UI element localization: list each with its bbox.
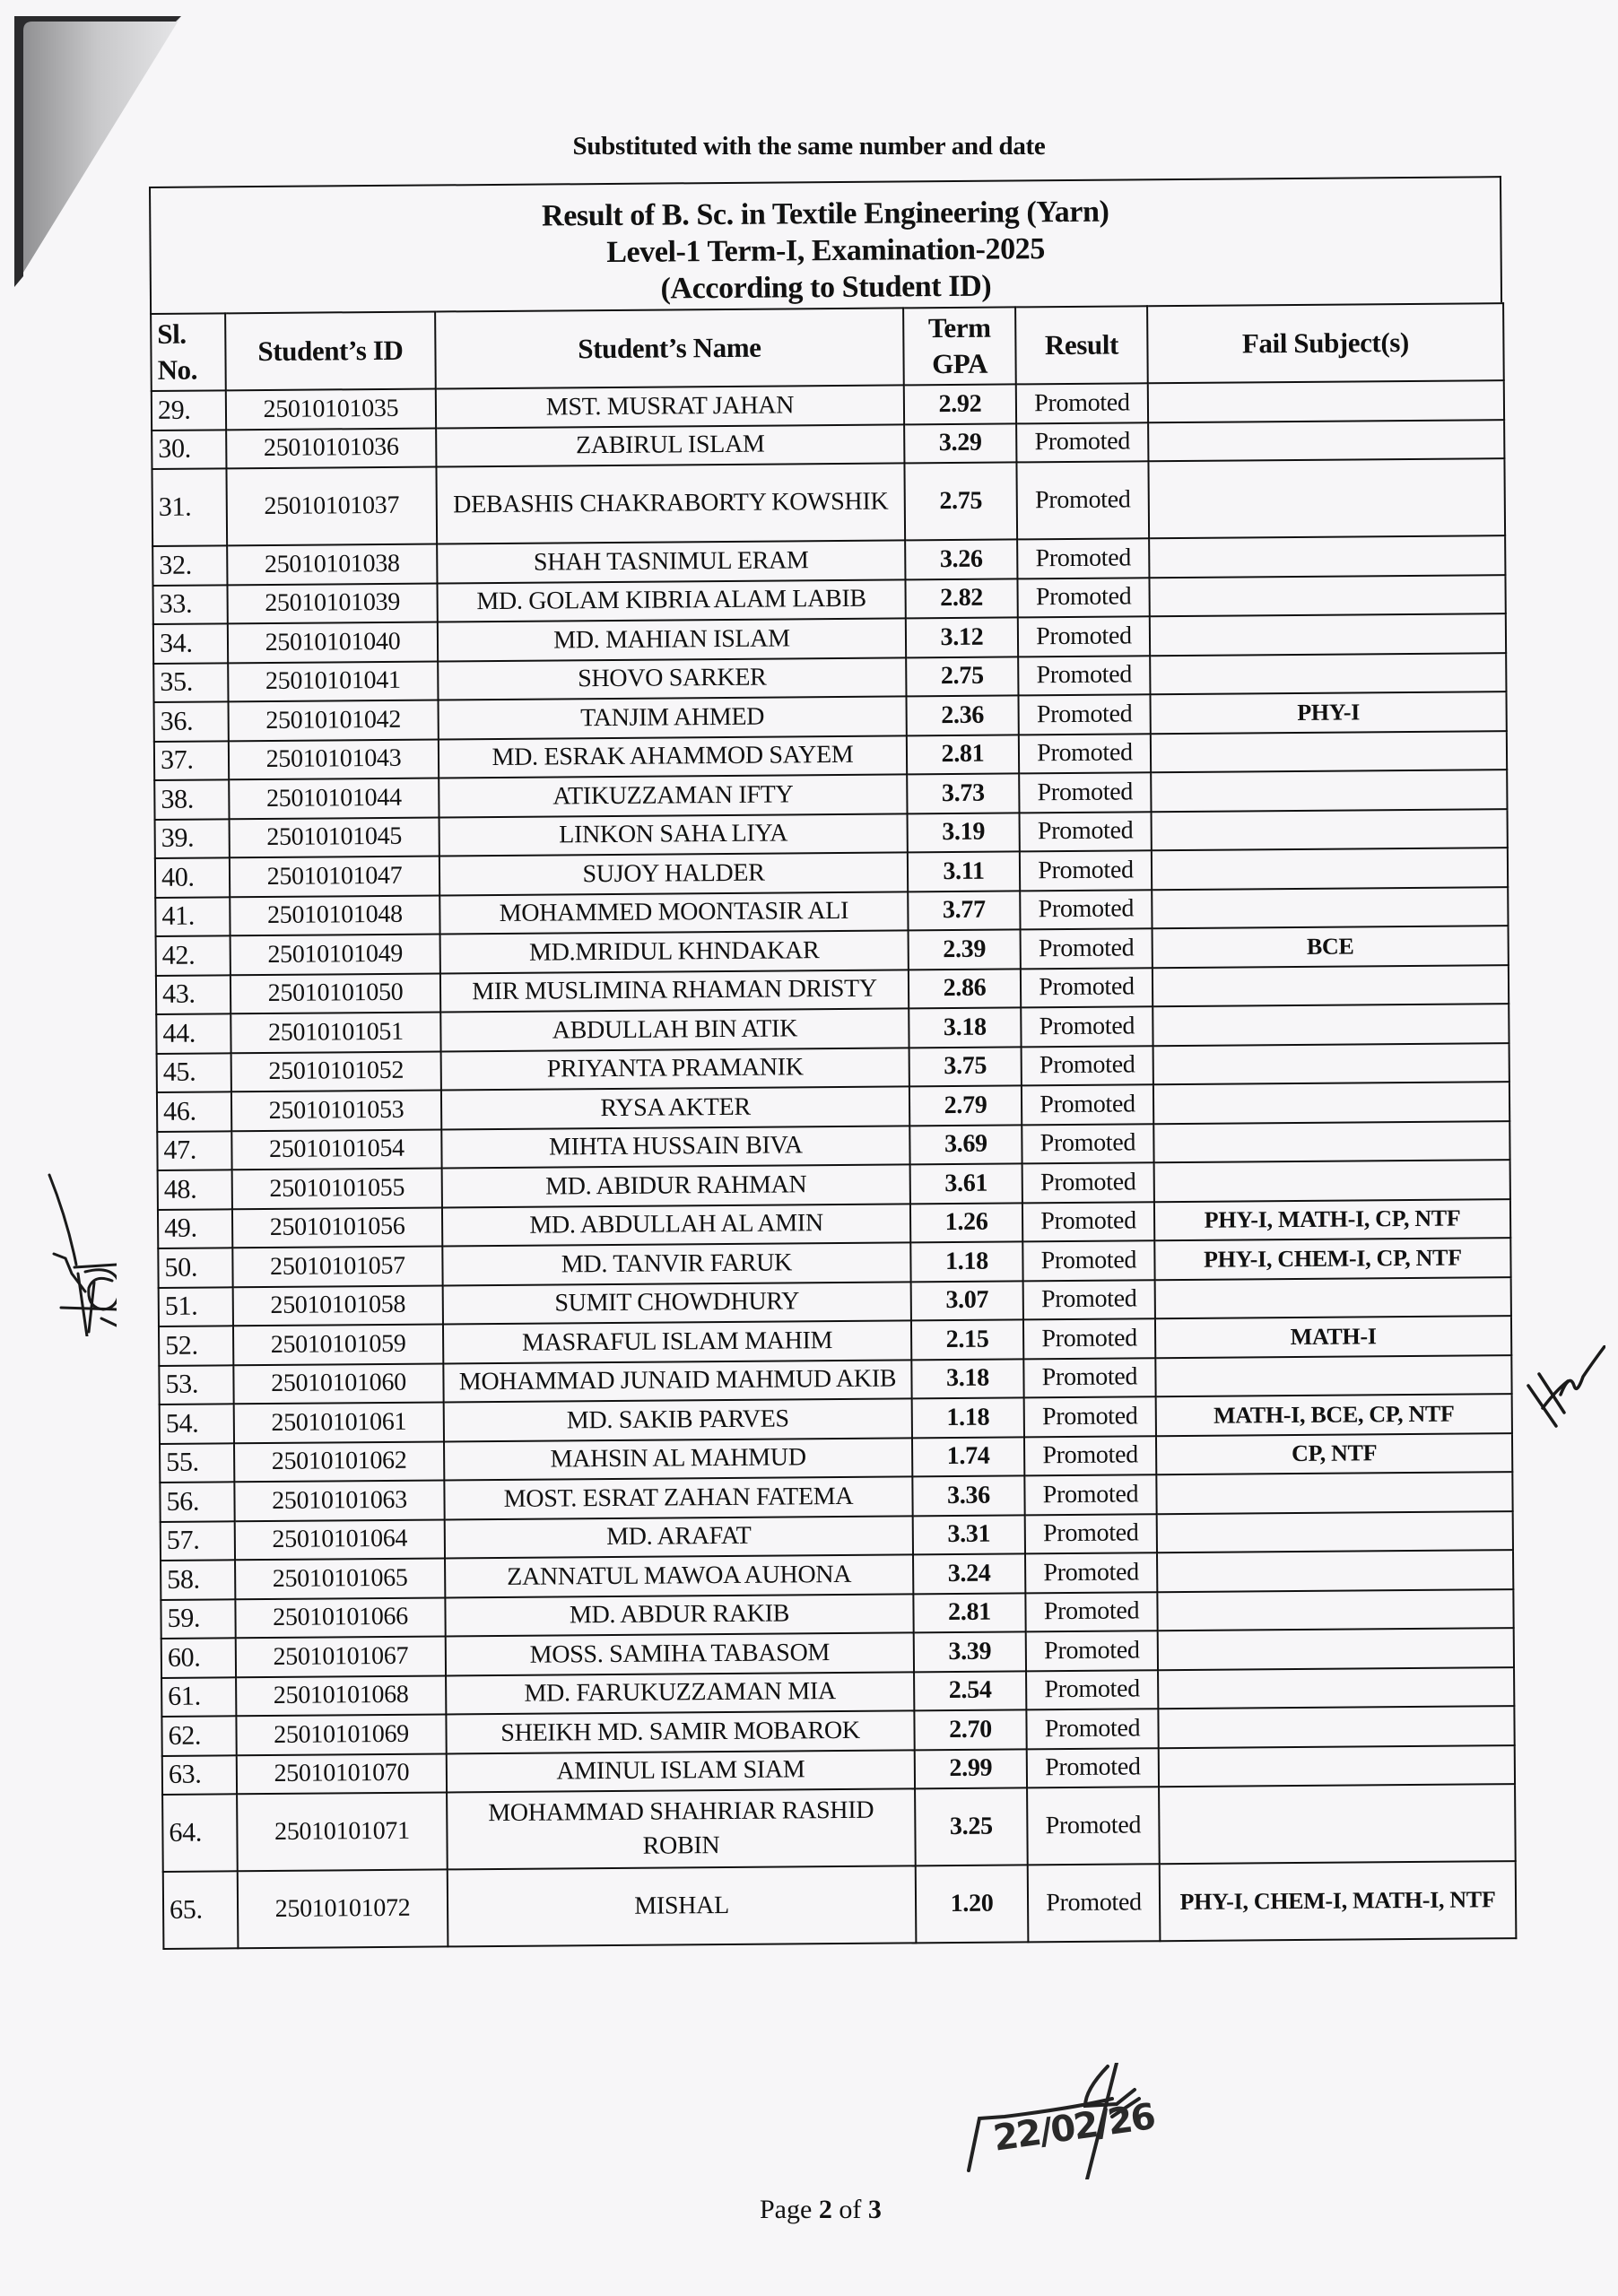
cell-fail-subjects <box>1148 458 1505 538</box>
cell-student-name: MASRAFUL ISLAM MAHIM <box>443 1320 911 1363</box>
cell-fail-subjects: PHY-I <box>1150 691 1506 734</box>
cell-serial-no: 63. <box>162 1755 237 1795</box>
cell-fail-subjects <box>1153 1121 1509 1163</box>
cell-student-name: LINKON SAHA LIYA <box>439 813 908 857</box>
cell-term-gpa: 1.18 <box>910 1241 1022 1281</box>
cell-student-id: 25010101059 <box>233 1324 443 1364</box>
results-table-body <box>152 380 1517 1949</box>
cell-result: Promoted <box>1027 1748 1159 1788</box>
cell-student-name: ATIKUZZAMAN IFTY <box>439 774 907 817</box>
cell-student-id: 25010101071 <box>237 1792 448 1871</box>
cell-student-name: MOHAMMED MOONTASIR ALI <box>439 891 908 935</box>
cell-student-name: MD. FARUKUZZAMAN MIA <box>446 1672 914 1715</box>
cell-student-name: RYSA AKTER <box>441 1086 909 1129</box>
cell-student-name: MOSS. SAMIHA TABASOM <box>446 1632 914 1675</box>
cell-term-gpa: 3.61 <box>910 1163 1022 1203</box>
cell-serial-no: 54. <box>160 1404 234 1443</box>
cell-serial-no: 30. <box>152 430 226 469</box>
cell-serial-no: 36. <box>154 701 229 741</box>
cell-term-gpa: 3.29 <box>904 423 1016 463</box>
cell-result: Promoted <box>1024 1396 1156 1437</box>
cell-student-id: 25010101041 <box>228 661 438 701</box>
cell-student-id: 25010101051 <box>231 1012 440 1052</box>
cell-student-name: MD.MRIDUL KHNDAKAR <box>440 930 909 973</box>
cell-student-id: 25010101052 <box>231 1051 441 1091</box>
cell-result: Promoted <box>1026 1670 1158 1710</box>
cell-serial-no: 42. <box>156 935 231 975</box>
cell-serial-no: 59. <box>161 1599 235 1639</box>
cell-student-id: 25010101069 <box>236 1714 446 1754</box>
cell-serial-no: 38. <box>154 779 229 819</box>
cell-term-gpa: 1.26 <box>910 1203 1022 1242</box>
cell-fail-subjects <box>1155 1355 1511 1397</box>
cell-term-gpa: 3.07 <box>911 1281 1023 1320</box>
cell-serial-no: 57. <box>161 1521 235 1561</box>
cell-student-name: MD. ABIDUR RAHMAN <box>442 1164 910 1207</box>
cell-result: Promoted <box>1023 1358 1155 1398</box>
cell-student-name: ZABIRUL ISLAM <box>436 424 904 467</box>
cell-fail-subjects <box>1153 1004 1509 1046</box>
cell-student-name: SUJOY HALDER <box>439 852 908 895</box>
cell-serial-no: 50. <box>158 1248 232 1287</box>
cell-serial-no: 53. <box>159 1365 233 1405</box>
cell-result: Promoted <box>1024 1436 1156 1476</box>
cell-result: Promoted <box>1023 1318 1155 1359</box>
cell-fail-subjects: MATH-I, BCE, CP, NTF <box>1156 1394 1512 1436</box>
cell-fail-subjects <box>1151 770 1507 812</box>
cell-result: Promoted <box>1016 383 1148 423</box>
cell-student-name: SUMIT CHOWDHURY <box>443 1282 911 1325</box>
cell-student-name: MD. ABDUR RAKIB <box>445 1594 913 1637</box>
cell-student-name: SHEIKH MD. SAMIR MOBAROK <box>446 1710 914 1753</box>
cell-term-gpa: 2.36 <box>906 695 1018 735</box>
cell-fail-subjects: PHY-I, CHEM-I, CP, NTF <box>1154 1238 1510 1280</box>
cell-student-id: 25010101042 <box>229 700 439 740</box>
cell-result: Promoted <box>1018 616 1150 657</box>
column-header-sl-line1: Sl. <box>157 317 187 350</box>
cell-student-name: MIR MUSLIMINA RHAMAN DRISTY <box>440 970 909 1013</box>
cell-serial-no: 44. <box>156 1013 231 1053</box>
left-margin-signature <box>31 1166 117 1336</box>
cell-student-name: MST. MUSRAT JAHAN <box>436 385 904 428</box>
cell-serial-no: 60. <box>161 1638 236 1677</box>
cell-serial-no: 32. <box>152 545 227 585</box>
cell-result: Promoted <box>1025 1552 1157 1593</box>
cell-term-gpa: 2.15 <box>911 1319 1023 1359</box>
column-header-gpa-line1: Term <box>927 311 991 344</box>
table-row <box>152 458 1505 546</box>
cell-student-id: 25010101058 <box>233 1285 443 1326</box>
cell-result: Promoted <box>1022 1162 1154 1203</box>
cell-student-id: 25010101036 <box>226 428 436 468</box>
cell-result: Promoted <box>1016 461 1149 539</box>
cell-serial-no: 29. <box>152 390 226 430</box>
cell-fail-subjects: CP, NTF <box>1156 1433 1512 1475</box>
cell-fail-subjects <box>1159 1745 1515 1787</box>
substitution-notice: Substituted with the same number and date <box>572 132 1046 161</box>
cell-student-name: MD. MAHIAN ISLAM <box>438 618 906 661</box>
cell-term-gpa: 3.18 <box>909 1007 1021 1047</box>
cell-student-id: 25010101067 <box>236 1636 446 1676</box>
cell-term-gpa: 2.82 <box>905 578 1017 618</box>
title-program: Result of B. Sc. in Textile Engineering (Yarn) <box>541 195 1109 233</box>
cell-term-gpa: 1.20 <box>916 1865 1029 1943</box>
cell-fail-subjects <box>1148 380 1504 422</box>
table-header-row <box>151 303 1504 391</box>
table-row <box>162 1784 1516 1872</box>
cell-student-id: 25010101048 <box>230 895 439 935</box>
cell-result: Promoted <box>1021 968 1153 1008</box>
cell-student-id: 25010101057 <box>232 1246 442 1286</box>
cell-result: Promoted <box>1027 1787 1160 1865</box>
cell-result: Promoted <box>1022 1084 1153 1125</box>
page-of: of <box>839 2195 862 2224</box>
cell-result: Promoted <box>1018 656 1150 696</box>
cell-serial-no: 47. <box>157 1131 231 1170</box>
cell-student-name: MISHAL <box>448 1866 917 1946</box>
cell-fail-subjects <box>1158 1706 1514 1748</box>
cell-student-id: 25010101056 <box>232 1207 442 1248</box>
column-header-student-name: Student’s Name <box>435 308 904 388</box>
cell-fail-subjects: MATH-I <box>1155 1316 1511 1358</box>
cell-serial-no: 65. <box>163 1871 239 1949</box>
cell-student-id: 25010101040 <box>228 622 438 662</box>
cell-fail-subjects <box>1152 887 1508 929</box>
column-header-fail-subjects: Fail Subject(s) <box>1147 303 1504 383</box>
title-exam: Level-1 Term-I, Examination-2025 <box>606 232 1046 269</box>
cell-student-name: PRIYANTA PRAMANIK <box>441 1048 909 1091</box>
cell-fail-subjects <box>1149 575 1505 617</box>
cell-result: Promoted <box>1025 1514 1157 1554</box>
cell-result: Promoted <box>1022 1124 1153 1164</box>
cell-student-name: MD. ARAFAT <box>445 1516 913 1559</box>
column-header-sl <box>151 313 226 391</box>
cell-fail-subjects <box>1154 1160 1510 1202</box>
cell-term-gpa: 3.31 <box>913 1515 1025 1554</box>
cell-student-id: 25010101043 <box>229 739 439 779</box>
cell-student-id: 25010101055 <box>232 1168 442 1208</box>
cell-serial-no: 45. <box>157 1053 231 1092</box>
cell-fail-subjects <box>1152 848 1508 890</box>
right-margin-initials <box>1507 1345 1605 1435</box>
cell-fail-subjects <box>1159 1784 1516 1864</box>
cell-serial-no: 64. <box>162 1794 238 1872</box>
cell-student-name: MAHSIN AL MAHMUD <box>444 1438 912 1481</box>
title-ordering: (According to Student ID) <box>660 269 992 306</box>
cell-result: Promoted <box>1025 1592 1157 1632</box>
cell-student-id: 25010101044 <box>229 778 439 818</box>
cell-term-gpa: 3.25 <box>915 1787 1028 1866</box>
cell-result: Promoted <box>1019 772 1151 813</box>
cell-result: Promoted <box>1026 1631 1158 1671</box>
cell-serial-no: 31. <box>152 468 227 546</box>
page-prefix: Page <box>760 2195 813 2224</box>
cell-student-name: MOHAMMAD SHAHRIAR RASHID ROBIN <box>447 1788 916 1869</box>
column-header-sl-line2: No. <box>157 353 198 386</box>
cell-serial-no: 39. <box>155 819 230 858</box>
cell-serial-no: 34. <box>153 623 228 663</box>
cell-serial-no: 43. <box>156 975 231 1014</box>
cell-term-gpa: 3.39 <box>914 1631 1026 1671</box>
cell-student-id: 25010101037 <box>226 466 437 545</box>
cell-fail-subjects <box>1155 1277 1511 1319</box>
cell-term-gpa: 2.39 <box>909 929 1021 969</box>
cell-fail-subjects <box>1157 1511 1513 1553</box>
cell-student-name: MD. SAKIB PARVES <box>444 1398 912 1441</box>
cell-term-gpa: 2.99 <box>915 1749 1027 1788</box>
cell-term-gpa: 2.81 <box>907 735 1019 774</box>
cell-result: Promoted <box>1020 890 1152 930</box>
cell-student-id: 25010101045 <box>230 817 439 857</box>
cell-fail-subjects <box>1156 1472 1512 1514</box>
cell-student-name: MIHTA HUSSAIN BIVA <box>441 1126 909 1169</box>
cell-serial-no: 41. <box>155 897 230 936</box>
cell-serial-no: 40. <box>155 857 230 897</box>
cell-term-gpa: 2.92 <box>904 384 1016 423</box>
cell-fail-subjects <box>1150 613 1506 656</box>
cell-student-id: 25010101064 <box>235 1519 445 1560</box>
cell-serial-no: 46. <box>157 1091 231 1131</box>
cell-serial-no: 49. <box>158 1209 232 1248</box>
cell-student-name: MD. ABDULLAH AL AMIN <box>442 1204 910 1247</box>
cell-student-name: MOHAMMAD JUNAID MAHMUD AKIB <box>443 1360 911 1403</box>
cell-result: Promoted <box>1024 1474 1156 1515</box>
cell-student-id: 25010101061 <box>234 1402 444 1442</box>
cell-student-id: 25010101065 <box>235 1558 445 1598</box>
cell-student-name: TANJIM AHMED <box>439 696 907 739</box>
cell-serial-no: 48. <box>158 1170 232 1209</box>
cell-result: Promoted <box>1022 1046 1153 1086</box>
column-header-student-id: Student’s ID <box>225 311 436 390</box>
cell-student-id: 25010101063 <box>234 1480 444 1520</box>
cell-term-gpa: 2.79 <box>909 1085 1022 1125</box>
cell-student-id: 25010101053 <box>231 1090 441 1130</box>
cell-student-id: 25010101062 <box>234 1441 444 1482</box>
column-header-result: Result <box>1015 306 1148 384</box>
cell-term-gpa: 3.26 <box>905 539 1017 578</box>
cell-fail-subjects: PHY-I, MATH-I, CP, NTF <box>1154 1199 1510 1241</box>
cell-term-gpa: 3.18 <box>911 1359 1023 1398</box>
cell-serial-no: 62. <box>161 1716 236 1755</box>
cell-term-gpa: 3.75 <box>909 1047 1022 1086</box>
cell-fail-subjects <box>1150 653 1506 695</box>
cell-fail-subjects <box>1153 965 1509 1007</box>
cell-student-name: DEBASHIS CHAKRABORTY KOWSHIK <box>436 463 905 544</box>
cell-fail-subjects <box>1151 731 1507 773</box>
column-header-gpa-line2: GPA <box>931 347 988 380</box>
cell-result: Promoted <box>1028 1864 1161 1942</box>
result-sheet <box>149 176 1515 1950</box>
cell-fail-subjects <box>1158 1667 1514 1709</box>
cell-serial-no: 33. <box>152 585 227 624</box>
cell-student-id: 25010101039 <box>227 583 437 623</box>
cell-term-gpa: 2.75 <box>906 657 1018 696</box>
cell-student-name: MD. GOLAM KIBRIA ALAM LABIB <box>437 579 905 622</box>
cell-term-gpa: 1.74 <box>912 1437 1024 1476</box>
cell-fail-subjects <box>1152 809 1508 851</box>
cell-term-gpa: 3.69 <box>909 1125 1022 1164</box>
cell-serial-no: 61. <box>161 1677 236 1717</box>
cell-fail-subjects <box>1157 1550 1513 1592</box>
cell-result: Promoted <box>1018 694 1150 735</box>
cell-term-gpa: 2.86 <box>909 969 1021 1008</box>
cell-term-gpa: 2.70 <box>914 1709 1026 1749</box>
cell-term-gpa: 3.77 <box>908 891 1020 930</box>
cell-result: Promoted <box>1021 1006 1153 1047</box>
results-table <box>150 302 1517 1950</box>
cell-result: Promoted <box>1017 538 1149 578</box>
cell-student-id: 25010101038 <box>227 544 437 584</box>
cell-fail-subjects <box>1149 535 1505 578</box>
cell-term-gpa: 2.54 <box>914 1671 1026 1710</box>
cell-student-name: MD. TANVIR FARUK <box>442 1242 910 1285</box>
cell-student-name: SHOVO SARKER <box>438 657 906 700</box>
page-current: 2 <box>818 2195 832 2224</box>
result-title-block <box>149 176 1502 313</box>
cell-result: Promoted <box>1019 734 1151 774</box>
cell-serial-no: 35. <box>153 663 228 702</box>
cell-term-gpa: 2.81 <box>913 1593 1025 1632</box>
cell-student-id: 25010101050 <box>231 973 440 1013</box>
cell-term-gpa: 3.36 <box>912 1475 1024 1515</box>
cell-term-gpa: 3.11 <box>908 851 1020 891</box>
cell-fail-subjects <box>1148 420 1504 462</box>
cell-fail-subjects <box>1153 1082 1509 1124</box>
cell-student-name: MD. ESRAK AHAMMOD SAYEM <box>439 735 907 778</box>
cell-term-gpa: 1.18 <box>912 1397 1024 1437</box>
cell-result: Promoted <box>1016 422 1148 463</box>
cell-student-id: 25010101066 <box>235 1597 445 1638</box>
cell-term-gpa: 3.73 <box>907 773 1019 813</box>
cell-serial-no: 58. <box>161 1560 235 1599</box>
signature-date: 22/02/26 <box>990 2096 1157 2160</box>
cell-result: Promoted <box>1017 578 1149 618</box>
cell-result: Promoted <box>1022 1202 1154 1242</box>
cell-term-gpa: 3.19 <box>908 813 1020 852</box>
cell-result: Promoted <box>1023 1280 1155 1320</box>
cell-fail-subjects <box>1153 1043 1509 1085</box>
cell-term-gpa: 3.12 <box>906 617 1018 657</box>
page-total: 3 <box>867 2195 882 2224</box>
cell-result: Promoted <box>1022 1240 1154 1281</box>
cell-term-gpa: 3.24 <box>913 1553 1025 1593</box>
cell-student-name: SHAH TASNIMUL ERAM <box>437 540 905 583</box>
cell-serial-no: 56. <box>160 1482 234 1521</box>
cell-fail-subjects <box>1158 1628 1514 1670</box>
cell-serial-no: 52. <box>159 1326 233 1365</box>
cell-student-id: 25010101054 <box>231 1129 441 1170</box>
cell-serial-no: 55. <box>160 1443 234 1483</box>
cell-student-name: AMINUL ISLAM SIAM <box>447 1750 915 1793</box>
cell-student-name: ABDULLAH BIN ATIK <box>440 1008 909 1051</box>
cell-fail-subjects <box>1157 1589 1513 1631</box>
cell-student-id: 25010101060 <box>233 1363 443 1404</box>
cell-serial-no: 51. <box>159 1287 233 1326</box>
cell-result: Promoted <box>1026 1709 1158 1749</box>
column-header-term-gpa <box>903 307 1016 385</box>
cell-student-id: 25010101072 <box>238 1869 448 1948</box>
table-row <box>163 1861 1517 1949</box>
cell-student-id: 25010101047 <box>230 856 439 896</box>
cell-fail-subjects: PHY-I, CHEM-I, MATH-I, NTF <box>1160 1861 1517 1941</box>
cell-student-id: 25010101049 <box>231 934 440 974</box>
cell-term-gpa: 2.75 <box>904 462 1017 540</box>
page-indicator <box>760 2195 882 2225</box>
cell-serial-no: 37. <box>154 741 229 780</box>
cell-result: Promoted <box>1020 812 1152 852</box>
cell-student-id: 25010101035 <box>226 388 436 429</box>
cell-student-name: ZANNATUL MAWOA AUHONA <box>445 1554 913 1597</box>
cell-result: Promoted <box>1021 928 1153 969</box>
cell-student-id: 25010101070 <box>237 1753 447 1794</box>
cell-student-id: 25010101068 <box>236 1675 446 1716</box>
cell-student-name: MOST. ESRAT ZAHAN FATEMA <box>444 1476 912 1519</box>
cell-result: Promoted <box>1020 850 1152 891</box>
cell-fail-subjects: BCE <box>1153 926 1509 968</box>
